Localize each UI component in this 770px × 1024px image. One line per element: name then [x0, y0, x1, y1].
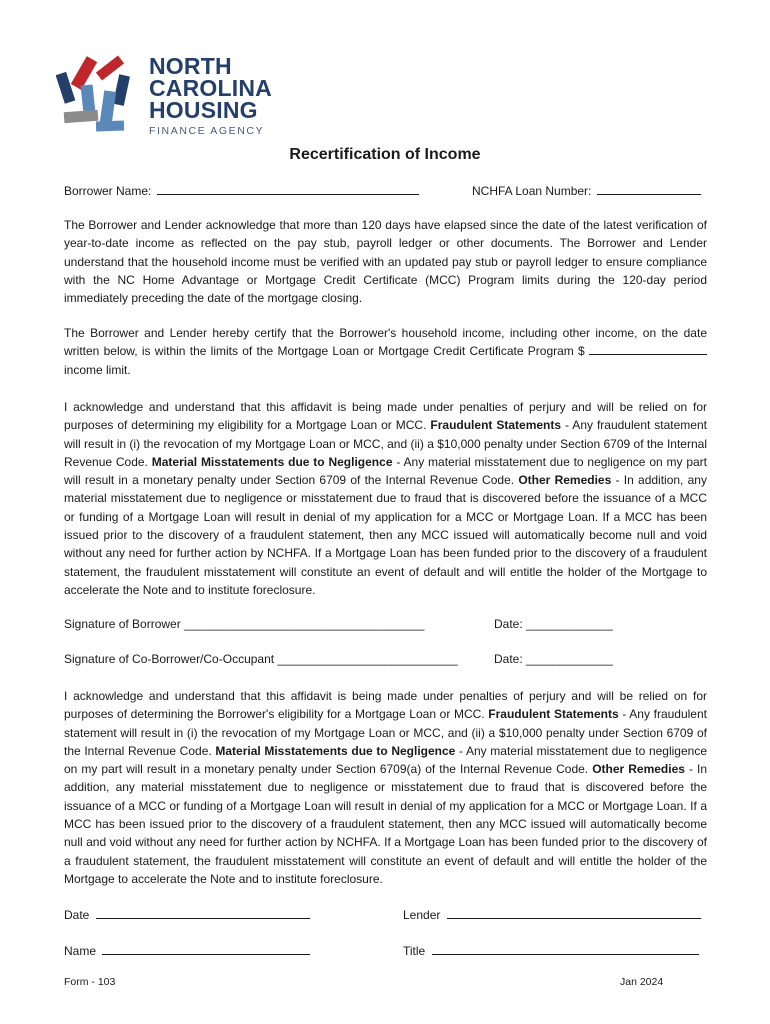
- borrower-signature-line[interactable]: Signature of Borrower ____________________________________: [64, 617, 425, 631]
- name-label: Name: [64, 944, 97, 958]
- income-limit-text: income limit.: [64, 362, 131, 377]
- loan-number-label: NCHFA Loan Number:: [472, 184, 592, 198]
- lender-fraudulent-statements-heading: Fraudulent Statements: [488, 707, 619, 722]
- name-field[interactable]: [102, 942, 310, 955]
- other-remedies-heading: Other Remedies: [518, 473, 612, 488]
- lender-perjury-text-2: - Any fraudulent statement will result in (i) the revocation of my Mortgage Loan or MCC, and (ii) a $10,000 penalty under Section 6709 of the Internal Revenue Code.: [64, 707, 707, 758]
- income-limit-field[interactable]: [589, 342, 707, 355]
- perjury-paragraph-borrower: [64, 398, 707, 599]
- form-number: Form - 103: [64, 976, 116, 988]
- date-row: [64, 906, 310, 922]
- borrower-name-field[interactable]: [157, 182, 419, 195]
- borrower-name-row: [64, 182, 419, 198]
- logo-line-north: NORTH: [149, 53, 232, 79]
- nchfa-logo: [56, 55, 296, 140]
- form-date: Jan 2024: [620, 976, 664, 988]
- name-row: [64, 942, 310, 958]
- lender-perjury-text-1: I acknowledge and understand that this affidavit is being made under penalties of perjury and will be relied on for purposes of determining the Borrower's eligibility for a Mortgage Loan or MCC.: [64, 689, 707, 722]
- title-label: Title: [403, 944, 426, 958]
- date-label: Date: [64, 908, 90, 922]
- lender-perjury-text-3: - Any material misstatement due to negligence on my part will result in a monetary penalty under Section 6709(a) of the Internal Revenue Code.: [64, 743, 707, 777]
- date-field[interactable]: [96, 906, 310, 919]
- lender-label: Lender: [403, 908, 441, 922]
- perjury-text-3: - Any material misstatement due to negligence on my part will result in a monetary penalty under Section 6709 of the Internal Revenue Code.: [64, 454, 708, 488]
- perjury-text-1: I acknowledge and understand that this affidavit is being made under penalties of perjury and will be relied on for purposes of determining my eligibility for a Mortgage Loan or MCC.: [64, 400, 707, 433]
- acknowledgement-paragraph: The Borrower and Lender acknowledge that more than 120 days have elapsed since the date of the latest verification of year-to-date income as reflected on the pay stub, payroll ledger or other documents. The Borrower and Lender understand that the household income must be verified with an updated pay stub or payroll ledger to ensure compliance with the NC Home Advantage or Mortgage Credit Certificate (MCC) Program limits during the 120-day period immediately preceding the date of the mortgage closing.: [64, 218, 707, 306]
- logo-line-housing: HOUSING: [149, 97, 258, 123]
- perjury-text-4: - In addition, any material misstatement due to negligence or misstatement due to fraud that is discovered before the issuance of a MCC or funding of a Mortgage Loan will result in denial of my application for a MCC or Mortgage Loan. If a MCC has been issued prior to the discovery of a fraudulent statement, then any MCC issued will automatically become null and void without any need for further action by NCHFA. If a Mortgage Loan has been funded prior to the discovery of a fraudulent statement, the fraudulent misstatement will constitute an event of default and will entitle the holder of the Mortgage to accelerate the Note and to institute foreclosure.: [64, 473, 707, 597]
- lender-other-remedies-heading: Other Remedies: [592, 762, 685, 777]
- title-row: [403, 942, 699, 958]
- lender-row: [403, 906, 701, 922]
- logo-line-carolina: CAROLINA: [149, 75, 272, 101]
- logo-text: [149, 55, 272, 137]
- lender-perjury-text-4: - In addition, any material misstatement due to negligence or misstatement due to fraud that is discovered before the issuance of a MCC or funding of a Mortgage Loan will result in denial of my application for a MCC or Mortgage Loan. If a MCC has been issued prior to the discovery of a fraudulent statement, then any MCC issued will automatically become null and void without any need for further action by NCHFA. If a Mortgage Loan has been funded prior to the discovery of a fraudulent statement, the fraudulent misstatement will constitute an event of default and will entitle the holder of the Mortgage to accelerate the Note and to institute foreclosure.: [64, 762, 708, 886]
- certification-text: The Borrower and Lender hereby certify that the Borrower's household income, including other income, on the date written below, is within the limits of the Mortgage Loan or Mortgage Credit Certificate Program: [64, 326, 707, 359]
- lender-field[interactable]: [447, 906, 701, 919]
- perjury-text-2: - Any fraudulent statement will result in (i) the revocation of my Mortgage Loan or MCC, and (ii) a $10,000 penalty under Section 6709 of the Internal Revenue Code.: [64, 418, 707, 469]
- borrower-name-label: Borrower Name:: [64, 184, 152, 198]
- material-misstatements-heading: Material Misstatements due to Negligence: [151, 454, 393, 469]
- fraudulent-statements-heading: Fraudulent Statements: [430, 418, 562, 433]
- borrower-date-line[interactable]: Date: _____________: [494, 617, 613, 631]
- logo-subtitle: FINANCE AGENCY: [149, 125, 265, 137]
- perjury-paragraph-lender: [64, 687, 707, 888]
- currency-symbol: $: [578, 344, 585, 359]
- logo-mark-icon: [56, 55, 141, 140]
- co-borrower-signature-line[interactable]: Signature of Co-Borrower/Co-Occupant ___________________________: [64, 652, 458, 666]
- loan-number-field[interactable]: [597, 182, 701, 195]
- certification-paragraph: [64, 324, 707, 379]
- co-borrower-date-line[interactable]: Date: _____________: [494, 652, 613, 666]
- page-title: Recertification of Income: [289, 146, 481, 163]
- title-field[interactable]: [432, 942, 699, 955]
- loan-number-row: [472, 182, 701, 198]
- lender-material-misstatements-heading: Material Misstatements due to Negligence: [215, 743, 456, 758]
